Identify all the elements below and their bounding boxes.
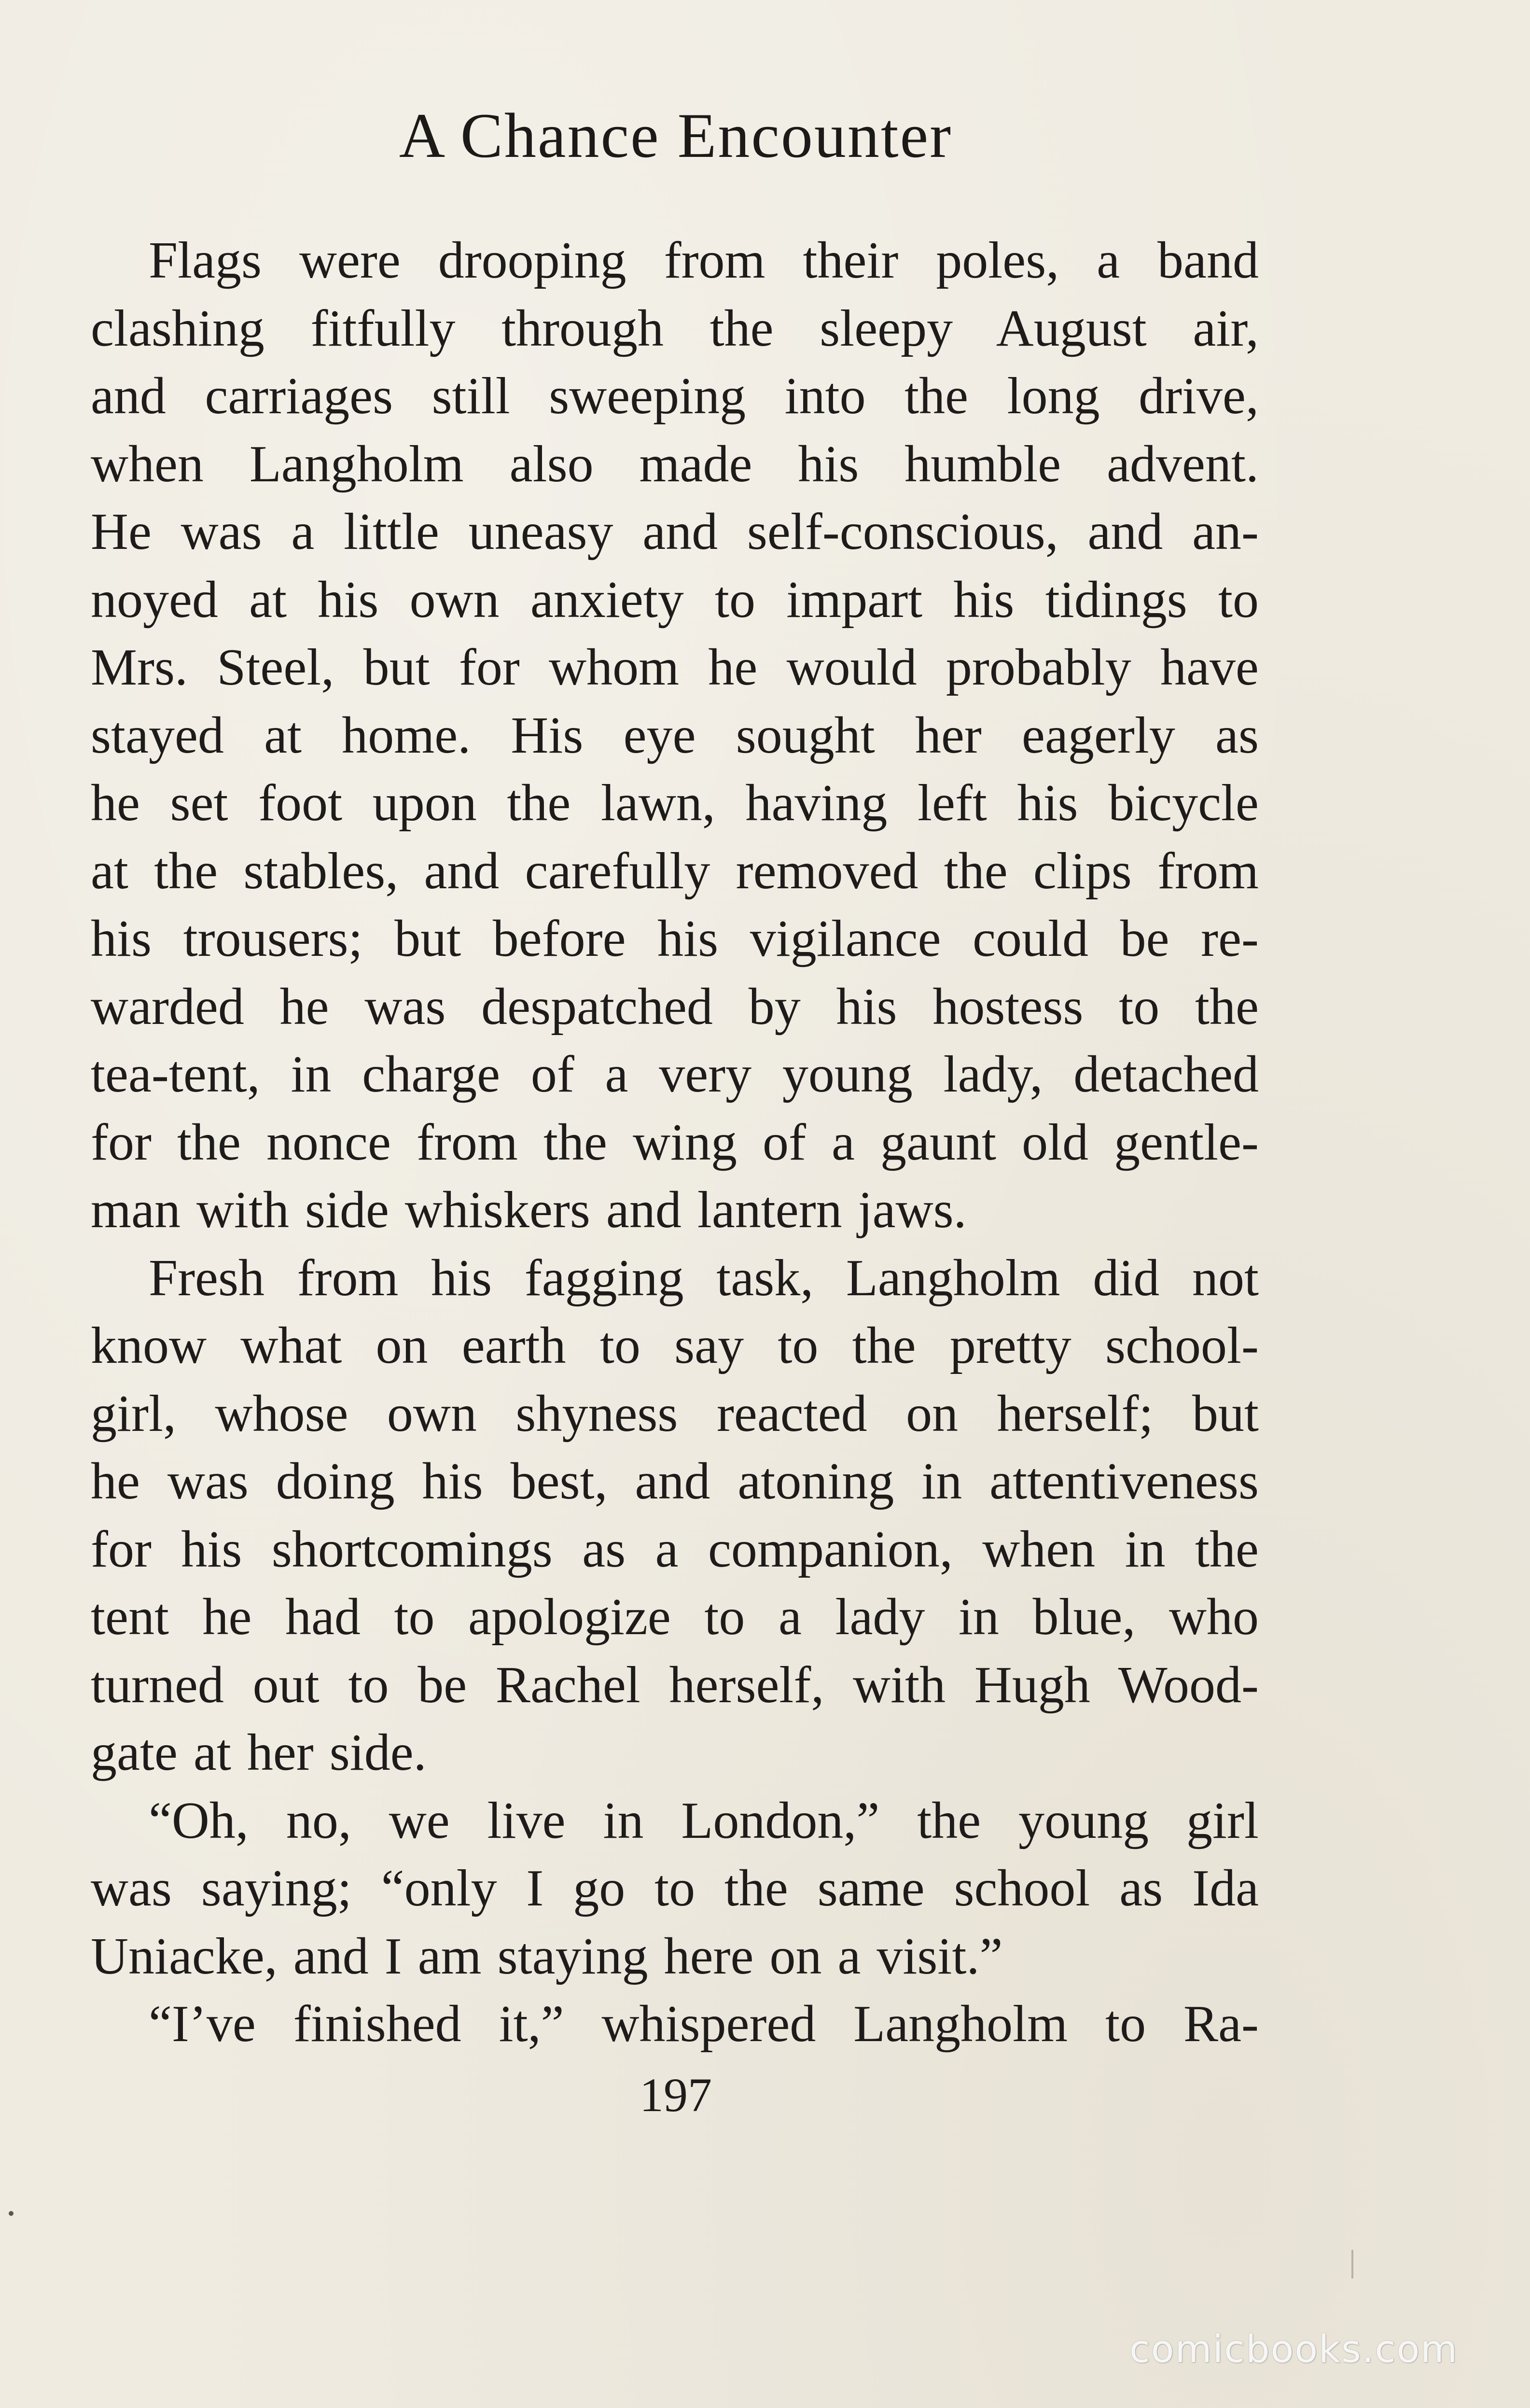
text-line: for the nonce from the wing of a gaunt old gentle- xyxy=(91,1113,1259,1171)
text-line: Fresh from his fagging task, Langholm did not xyxy=(149,1249,1259,1307)
paragraph-3 xyxy=(91,1787,1259,1991)
text-line: warded he was despatched by his hostess to the xyxy=(91,978,1259,1036)
text-line: and carriages still sweeping into the long drive, xyxy=(91,367,1259,425)
text-line: tea-tent, in charge of a very young lady, detached xyxy=(91,1046,1259,1103)
paragraph-1 xyxy=(91,227,1259,1245)
text-line: “I’ve finished it,” whispered Langholm to Ra- xyxy=(149,1995,1259,2053)
paragraph-4 xyxy=(91,1990,1259,2058)
text-line: when Langholm also made his humble advent. xyxy=(91,435,1259,493)
text-line: know what on earth to say to the pretty school- xyxy=(91,1317,1259,1374)
text-line: Flags were drooping from their poles, a band xyxy=(149,232,1259,289)
text-line: he was doing his best, and atoning in attentiveness xyxy=(91,1453,1259,1510)
text-line: tent he had to apologize to a lady in blue, who xyxy=(91,1588,1259,1646)
text-line: was saying; “only I go to the same school as Ida xyxy=(91,1860,1259,1917)
text-line: his trousers; but before his vigilance could be re- xyxy=(91,910,1259,967)
paper-speck xyxy=(1351,2250,1353,2279)
text-line: at the stables, and carefully removed the clips from xyxy=(91,842,1259,900)
body-text xyxy=(91,227,1259,2058)
text-line: Mrs. Steel, but for whom he would probably have xyxy=(91,639,1259,696)
text-line: turned out to be Rachel herself, with Hugh Wood- xyxy=(91,1656,1259,1714)
text-line: girl, whose own shyness reacted on herself; but xyxy=(91,1385,1259,1442)
page-number: 197 xyxy=(640,2068,712,2122)
paper-speck xyxy=(9,2211,14,2216)
text-line: “Oh, no, we live in London,” the young girl xyxy=(149,1792,1259,1849)
text-line: stayed at home. His eye sought her eagerly as xyxy=(91,706,1259,764)
running-title: A Chance Encounter xyxy=(399,100,953,171)
text-line: noyed at his own anxiety to impart his tidings to xyxy=(91,571,1259,629)
watermark-logo: comicbooks.com xyxy=(1129,2328,1459,2371)
text-line: clashing fitfully through the sleepy August air, xyxy=(91,299,1259,357)
text-line: Uniacke, and I am staying here on a visit.” xyxy=(91,1927,1003,1985)
paragraph-2 xyxy=(91,1245,1259,1787)
text-line: He was a little uneasy and self-conscious, and an- xyxy=(91,503,1259,560)
text-line: man with side whiskers and lantern jaws. xyxy=(91,1181,967,1239)
text-line: for his shortcomings as a companion, when in the xyxy=(91,1520,1259,1578)
text-line: he set foot upon the lawn, having left his bicycle xyxy=(91,774,1259,832)
text-line: gate at her side. xyxy=(91,1724,427,1781)
